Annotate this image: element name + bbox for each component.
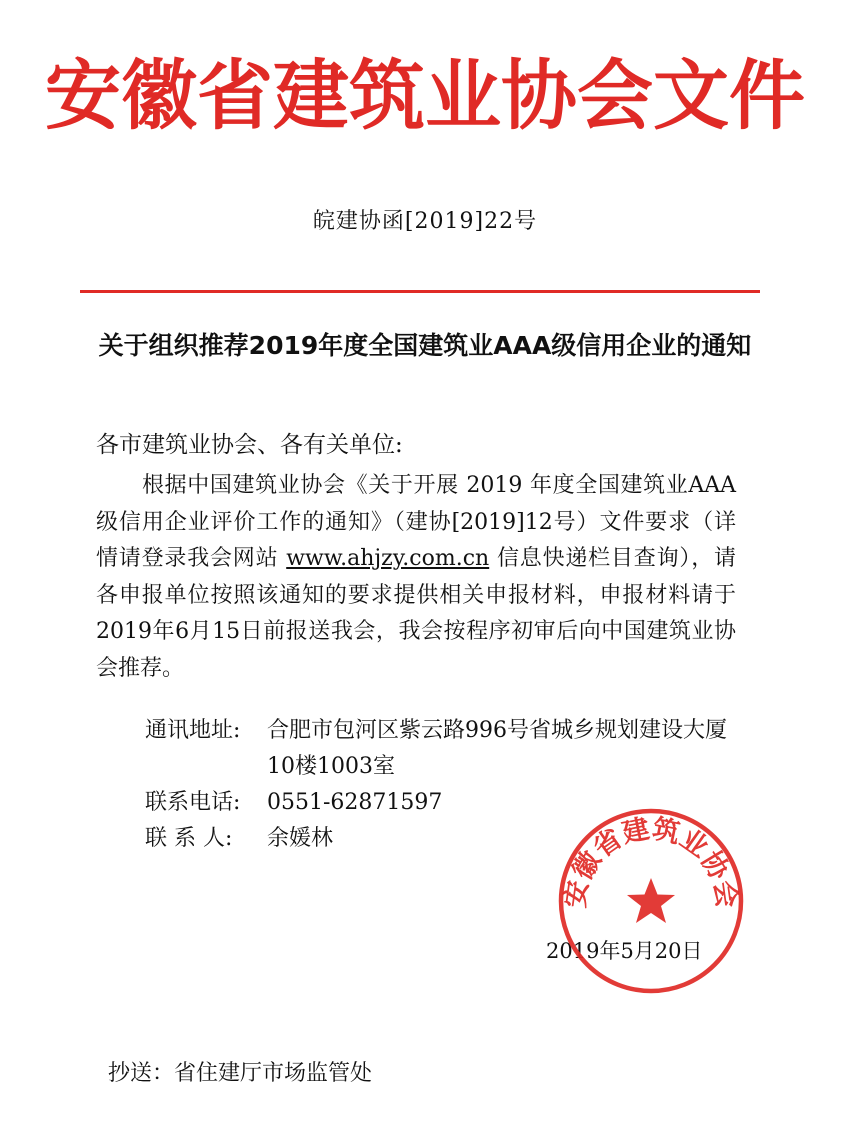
notice-title: 关于组织推荐2019年度全国建筑业AAA级信用企业的通知 (98, 331, 752, 360)
seal-text: 安徽省建筑业协会 (559, 813, 743, 910)
seal-star-icon (627, 878, 675, 923)
phone-label: 联系电话: (145, 790, 241, 815)
website-link[interactable]: www.ahjzy.com.cn (286, 546, 490, 571)
address-label: 通讯地址: (145, 718, 241, 743)
masthead-title: 安徽省建筑业协会文件 (45, 51, 805, 140)
document-number: 皖建协函[2019]22号 (312, 209, 538, 234)
body-text-part2: 信息快递栏目查询），请各申报单位按照该通知的要求提供相关申报材料，申报材料请于2019年6月15日前报送我会，我会按程序初审后向中国建筑业协会推荐。 (96, 546, 736, 681)
issue-date: 2019年5月20日 (546, 939, 703, 963)
salutation: 各市建筑业协会、各有关单位: (96, 432, 403, 458)
red-divider-line (80, 290, 760, 293)
contact-person-value: 余媛林 (267, 826, 334, 851)
cc-line: 抄送：省住建厅市场监管处 (108, 1061, 373, 1086)
body-text-part1: 根据中国建筑业协会《关于开展 2019 年度全国建筑业AAA级信用企业评价工作的通知》（建协[2019]12号）文件要求（详情请登录我会网站 (96, 473, 736, 571)
official-seal-stamp (556, 806, 746, 996)
address-row (145, 713, 745, 785)
address-value: 合肥市包河区紫云路996号省城乡规划建设大厦10楼1003室 (267, 718, 727, 779)
phone-value: 0551-62871597 (267, 790, 443, 815)
body-paragraph (96, 468, 736, 687)
contact-person-label: 联 系 人: (145, 826, 233, 851)
